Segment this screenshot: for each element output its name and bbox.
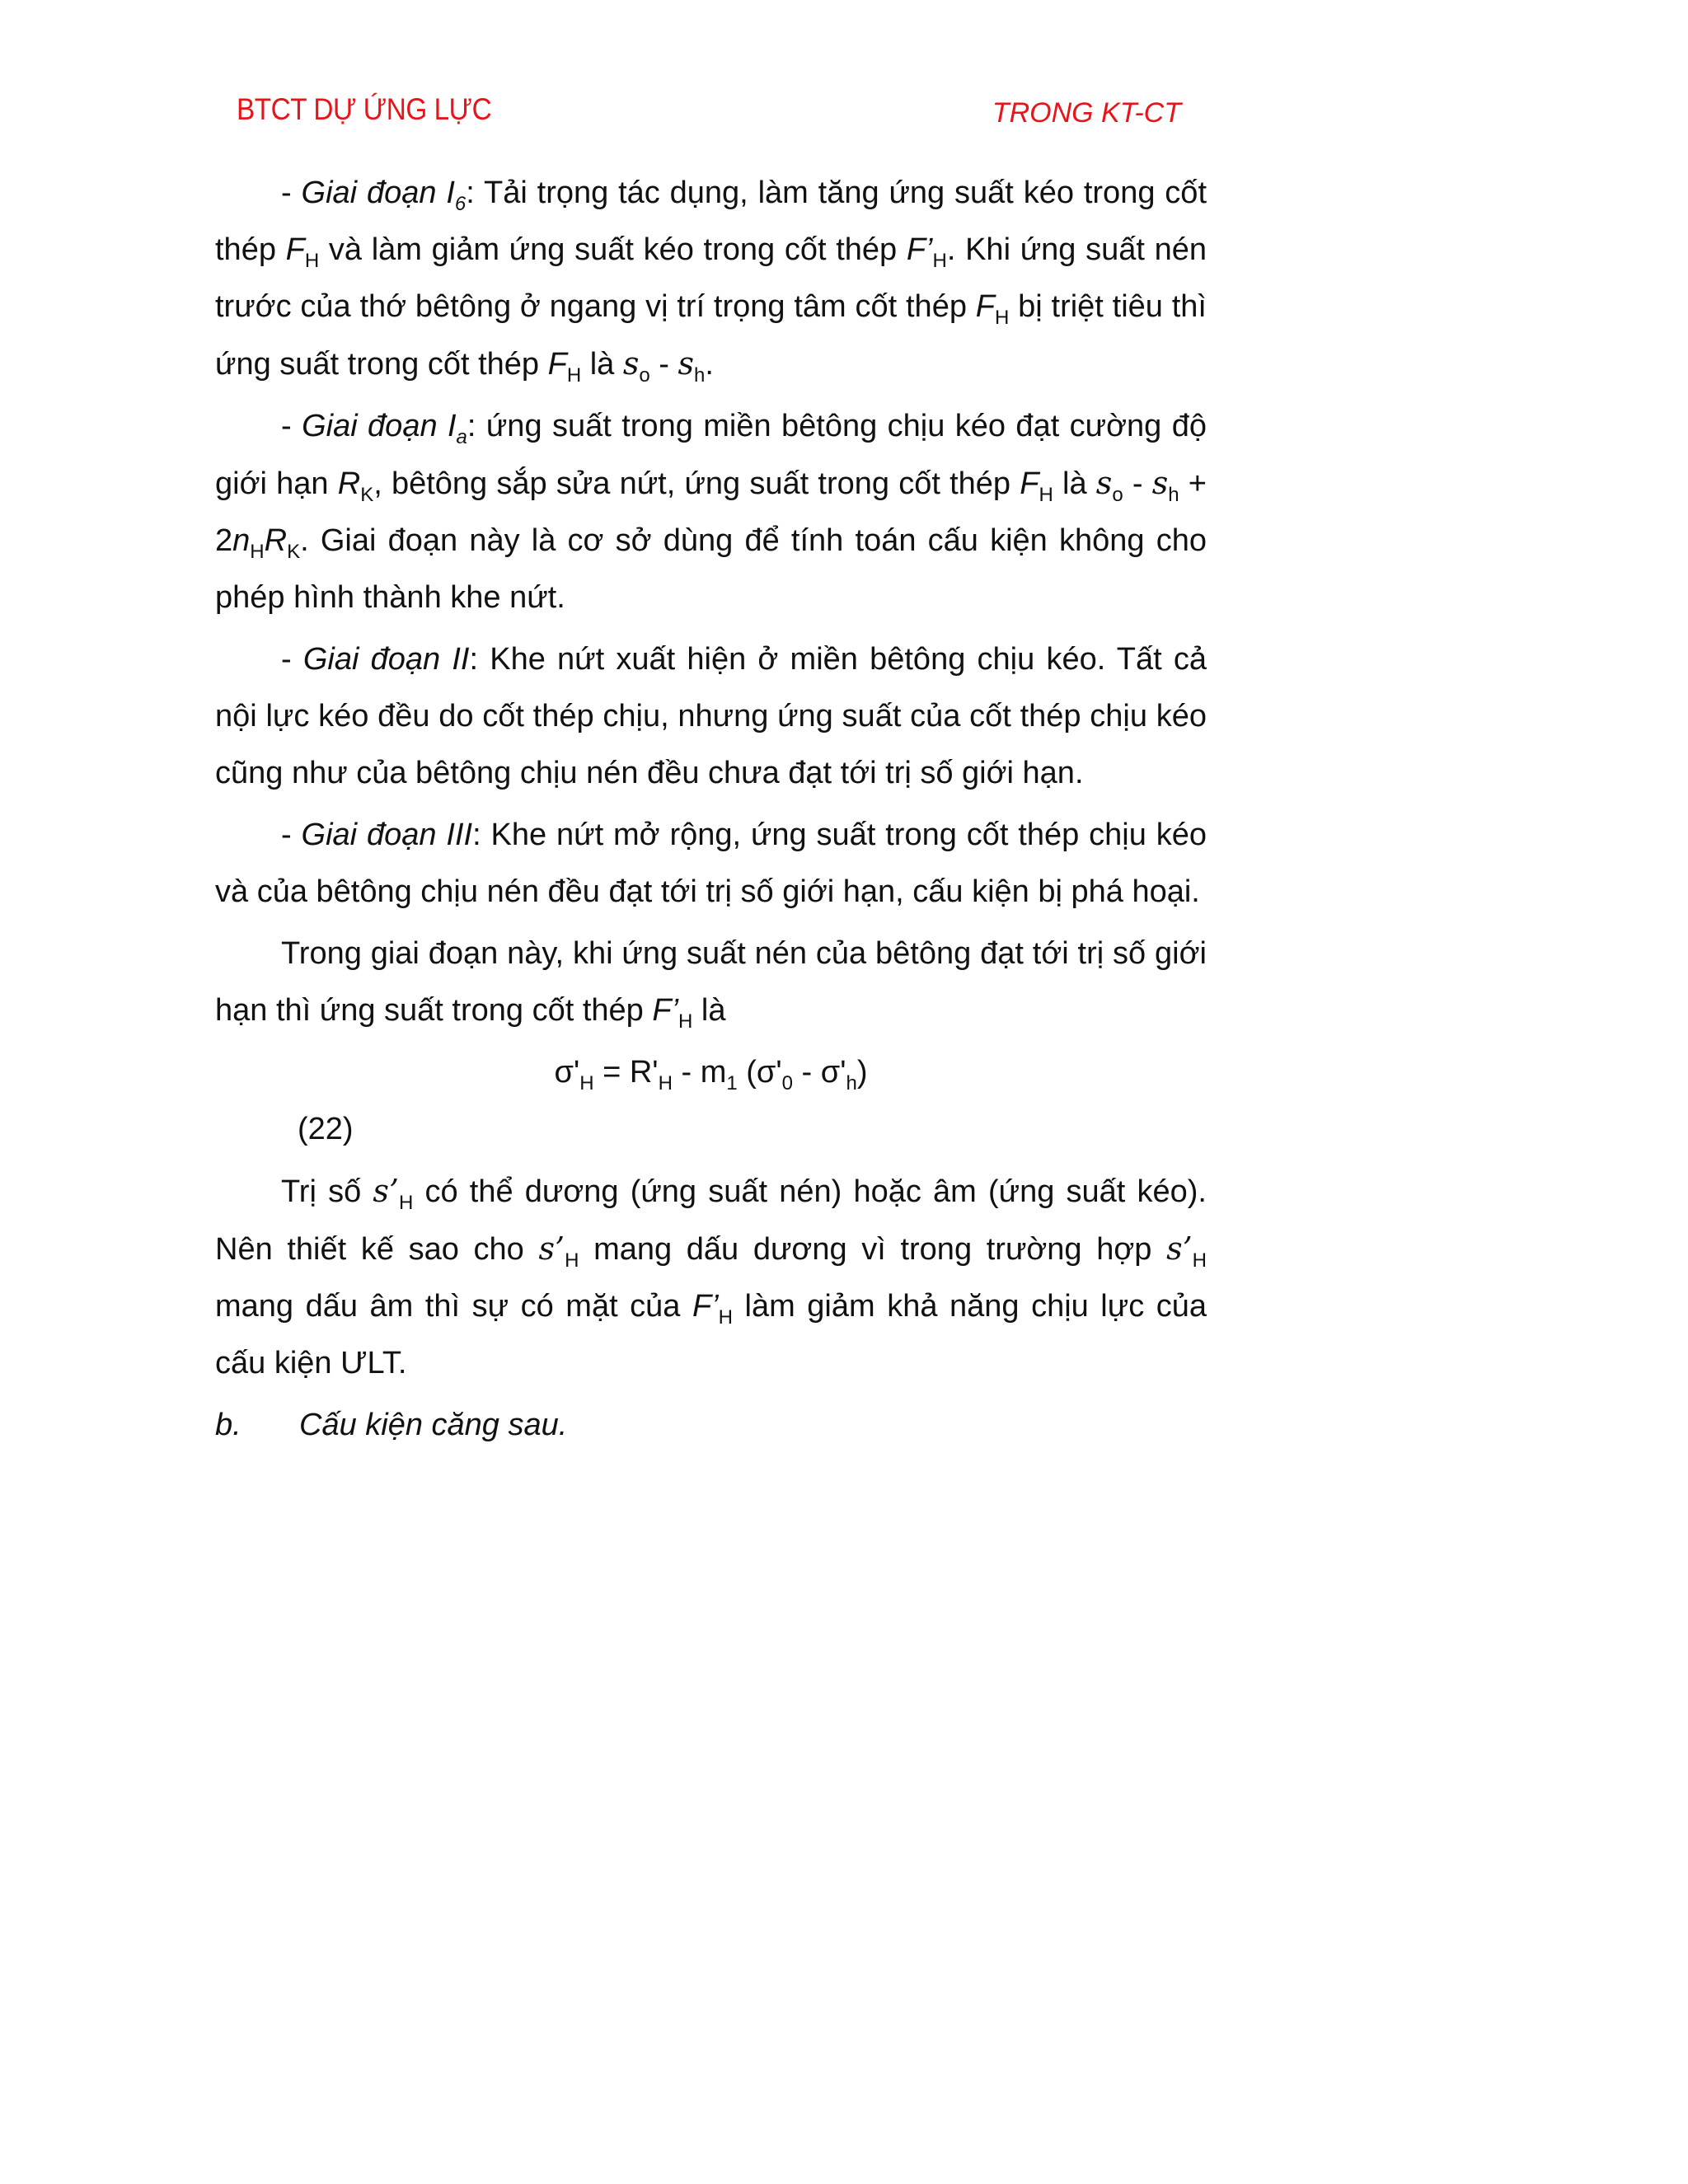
paragraph-sign: Trị số $s’_H$ có thể dương (ứng suất nén) hoặc âm (ứng suất kéo). Nên thiết kế sao cho $s’_H$ mang dấu dương vì trong trường hợp $s’_H$ mang dấu âm thì sự có mặt của $F’_H$ làm giảm khả năng chịu lực của cấu kiện ƯLT. (215, 1173, 1207, 1380)
equation-number: (22) (298, 1112, 354, 1146)
section-title: Cấu kiện căng sau. (299, 1408, 568, 1442)
header-title-left: BTCT DỰ ỨNG LỰC (237, 92, 492, 126)
section-label: b. (215, 1408, 241, 1442)
paragraph-stage-2: - Giai đoạn II: Khe nứt xuất hiện ở miền bêtông chịu kéo. Tất cả nội lực kéo đều do cốt thép chịu, nhưng ứng suất của cốt thép chịu kéo cũng như của bêtông chịu nén đều chưa đạt tới trị số giới hạn. (215, 642, 1207, 790)
paragraph-stage-1b: - Giai đoạn $I_6$: Tải trọng tác dụng, làm tăng ứng suất kéo trong cốt thép $F_H$ và làm giảm ứng suất kéo trong cốt thép $F’_H$. Khi ứng suất nén trước của thớ bêtông ở ngang vị trí trọng tâm cốt thép $F_H$ bị triệt tiêu thì ứng suất trong cốt thép $F_H$ là $s_o - s_h$. (215, 176, 1207, 387)
stage-label: Giai đoạn $I_a$ (302, 409, 467, 448)
stage-label: Giai đoạn II (302, 642, 470, 677)
stage-label: Giai đoạn $I_6$ (301, 176, 467, 215)
stage-label: Giai đoạn III (301, 818, 473, 852)
document-body (215, 165, 1207, 1459)
page-header (237, 92, 1181, 142)
paragraph-stage-1a: - Giai đoạn $I_a$: ứng suất trong miền bêtông chịu kéo đạt cường độ giới hạn $R_K$, bêtông sắp sửa nứt, ứng suất trong cốt thép $F_H$ là $s_o - s_h + 2n_HR_K$. Giai đoạn này là cơ sở dùng để tính toán cấu kiện không cho phép hình thành khe nứt. (215, 409, 1207, 615)
section-heading (215, 1397, 1207, 1454)
header-title-right: TRONG KT-CT (992, 97, 1181, 129)
paragraph-intro-formula: Trong giai đoạn này, khi ứng suất nén của bêtông đạt tới trị số giới hạn thì ứng suất trong cốt thép $F’_H$ là (215, 936, 1207, 1033)
paragraph-stage-3: - Giai đoạn III: Khe nứt mở rộng, ứng suất trong cốt thép chịu kéo và của bêtông chịu nén đều đạt tới trị số giới hạn, cấu kiện bị phá hoại. (215, 818, 1207, 909)
equation-22: $\sigma'_H = R'_H - m_1$ $(\sigma'_0 - \sigma'_h)$ (554, 1055, 868, 1094)
